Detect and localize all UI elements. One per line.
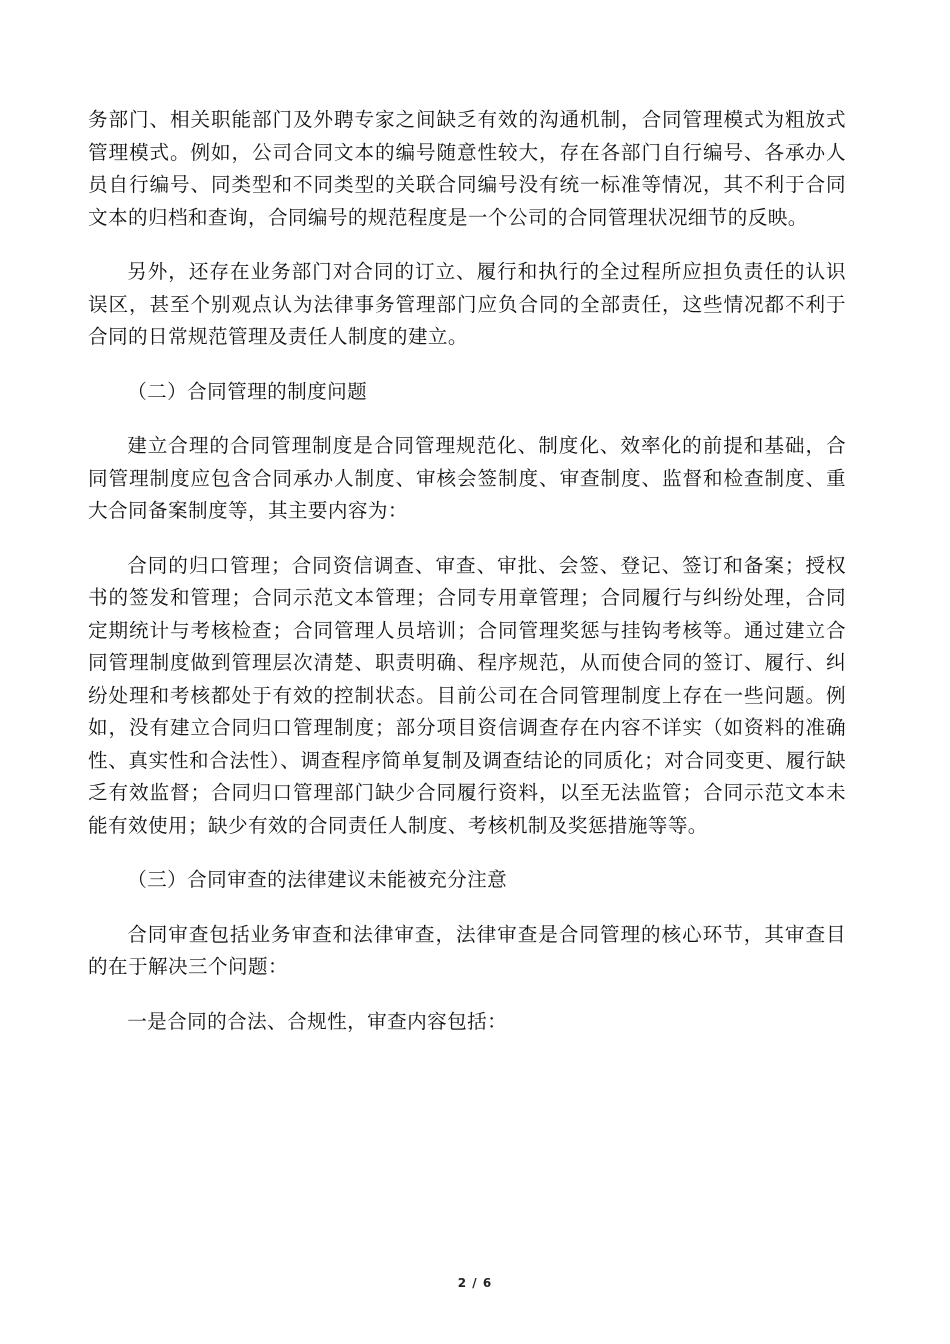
paragraph-review-point-1: 一是合同的合法、合规性，审查内容包括：: [127, 1009, 508, 1033]
section-heading-2: （二）合同管理的制度问题: [127, 379, 368, 403]
paragraph-misconception: 另外，还存在业务部门对合同的订立、履行和执行的全过程所应担负责任的认识误区，甚至个别观点认为法律事务管理部门应负合同的全部责任，这些情况都不利于合同的日常规范管理及责任人制度的建立。: [88, 260, 846, 348]
paragraph-system-intro: 建立合理的合同管理制度是合同管理规范化、制度化、效率化的前提和基础，合同管理制度应包含合同承办人制度、审核会签制度、审查制度、监督和检查制度、重大合同备案制度等，其主要内容为：: [88, 434, 846, 522]
document-body: [88, 104, 846, 1060]
paragraph-review-intro: 合同审查包括业务审查和法律审查，法律审查是合同管理的核心环节，其审查目的在于解决三个问题：: [88, 922, 846, 978]
paragraph-system-content: 合同的归口管理；合同资信调查、审查、审批、会签、登记、签订和备案；授权书的签发和管理；合同示范文本管理；合同专用章管理；合同履行与纠纷处理，合同定期统计与考核检查；合同管理人员培训；合同管理奖惩与挂钩考核等。通过建立合同管理制度做到管理层次清楚、职责明确、程序规范，从而使合同的签订、履行、纠纷处理和考核都处于有效的控制状态。目前公司在合同管理制度上存在一些问题。例如，没有建立合同归口管理制度；部分项目资信调查存在内容不详实（如资料的准确性、真实性和合法性）、调查程序简单复制及调查结论的同质化；对合同变更、履行缺乏有效监督；合同归口管理部门缺少合同履行资料，以至无法监管；合同示范文本未能有效使用；缺少有效的合同责任人制度、考核机制及奖惩措施等等。: [88, 553, 846, 837]
page-number: 2 / 6: [457, 1276, 493, 1290]
paragraph-continuation: 务部门、相关职能部门及外聘专家之间缺乏有效的沟通机制，合同管理模式为粗放式管理模式。例如，公司合同文本的编号随意性较大，存在各部门自行编号、各承办人员自行编号、同类型和不同类型的关联合同编号没有统一标准等情况，其不利于合同文本的归档和查询，合同编号的规范程度是一个公司的合同管理状况细节的反映。: [88, 108, 846, 229]
section-heading-3: （三）合同审查的法律建议未能被充分注意: [127, 868, 508, 891]
